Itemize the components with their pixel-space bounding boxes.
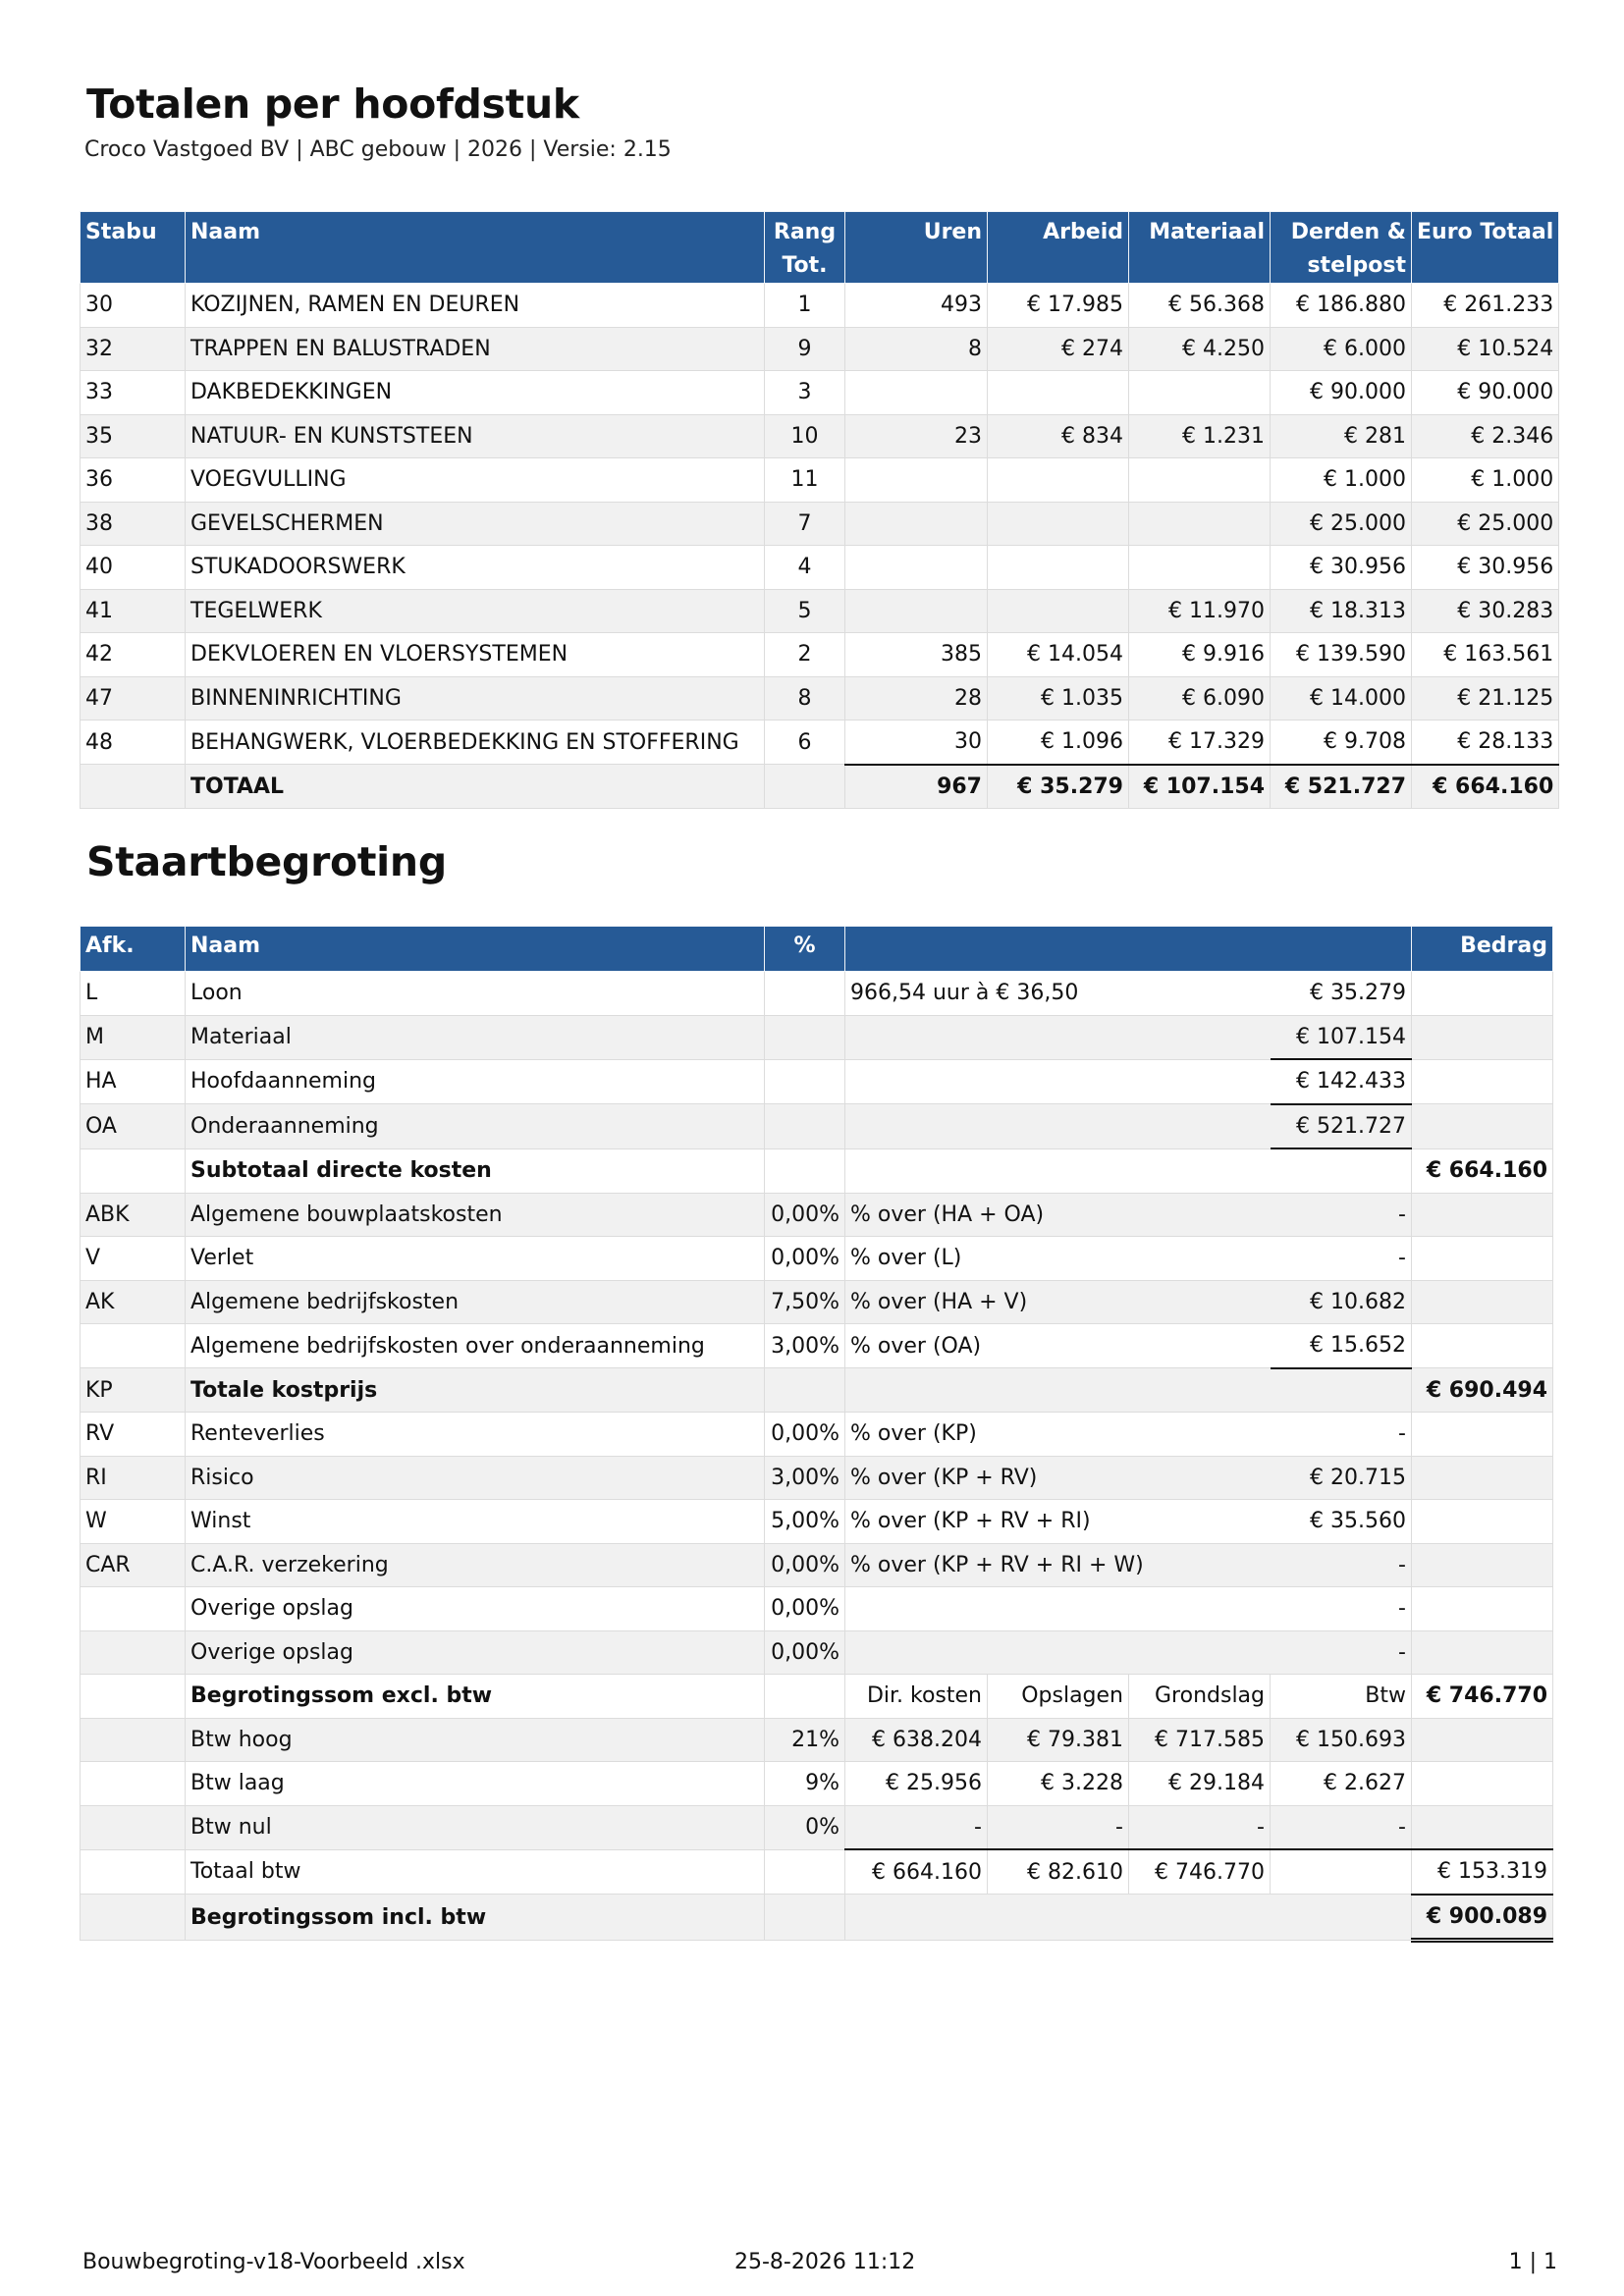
cell-description: % over (HA + OA) [845, 1193, 1271, 1237]
cell-stabu: 32 [81, 327, 186, 371]
cell-pct [765, 1148, 845, 1193]
cell-materiaal: € 11.970 [1129, 589, 1271, 633]
cell-amount: - [1271, 1193, 1412, 1237]
cell-pct: 0,00% [765, 1543, 845, 1587]
cell-afk: L [81, 972, 186, 1016]
cell-uren: 385 [845, 633, 988, 677]
cell-stabu: 38 [81, 502, 186, 546]
cell-totaal: € 261.233 [1412, 284, 1559, 328]
cell-arbeid: € 14.054 [988, 633, 1129, 677]
cell-bedrag [1412, 1237, 1553, 1281]
cell-materiaal: € 17.329 [1129, 721, 1271, 765]
table-row [81, 502, 1559, 546]
cell-stabu: 33 [81, 371, 186, 415]
table-row [81, 1193, 1553, 1237]
btw-total-bedrag: € 153.319 [1412, 1849, 1553, 1895]
cell-naam: Renteverlies [186, 1413, 765, 1457]
table-row [81, 546, 1559, 590]
cell-empty [765, 1675, 845, 1719]
table-header-row [81, 212, 1559, 284]
cell-naam: Onderaanneming [186, 1104, 765, 1149]
table-row [81, 1543, 1553, 1587]
col-header-rang: Rang Tot. [765, 212, 845, 284]
cell-naam: Risico [186, 1456, 765, 1500]
cell-pct [765, 972, 845, 1016]
grand-total-row [81, 1895, 1553, 1941]
cell-afk: OA [81, 1104, 186, 1149]
table-row [81, 1500, 1553, 1544]
cell-empty [81, 1849, 186, 1895]
btw-total-dir: € 664.160 [845, 1849, 988, 1895]
cell-totaal: € 163.561 [1412, 633, 1559, 677]
cell-stabu: 40 [81, 546, 186, 590]
cell-amount: - [1271, 1543, 1412, 1587]
cell-naam: Algemene bedrijfskosten [186, 1280, 765, 1324]
cell-amount: - [1271, 1630, 1412, 1675]
cell-pct: 3,00% [765, 1456, 845, 1500]
table-row [81, 1015, 1553, 1059]
cell-afk [81, 1630, 186, 1675]
cell-amount: - [1271, 1413, 1412, 1457]
page-title: Totalen per hoofdstuk [86, 80, 579, 128]
btw-row-ops: € 3.228 [988, 1762, 1129, 1806]
btw-row-grond: € 717.585 [1129, 1718, 1271, 1762]
col-header-materiaal: Materiaal [1129, 212, 1271, 284]
cell-naam: STUKADOORSWERK [186, 546, 765, 590]
cell-uren [845, 502, 988, 546]
cell-naam: Overige opslag [186, 1587, 765, 1631]
cell-materiaal: € 1.231 [1129, 414, 1271, 458]
cell-derden: € 30.956 [1271, 546, 1412, 590]
cell-totaal: € 10.524 [1412, 327, 1559, 371]
table-row [81, 1587, 1553, 1631]
cell-naam: C.A.R. verzekering [186, 1543, 765, 1587]
cell-afk: W [81, 1500, 186, 1544]
cell-derden: € 6.000 [1271, 327, 1412, 371]
cell-pct [765, 1059, 845, 1104]
cell-rang: 7 [765, 502, 845, 546]
table-row [81, 1237, 1553, 1281]
cell-derden: € 90.000 [1271, 371, 1412, 415]
cell-afk: HA [81, 1059, 186, 1104]
btw-row-label: Btw laag [186, 1762, 765, 1806]
cell-materiaal [1129, 458, 1271, 503]
cell-description [845, 1015, 1271, 1059]
btw-col-btw: Btw [1271, 1675, 1412, 1719]
cell-naam: Hoofdaanneming [186, 1059, 765, 1104]
btw-row-label: Btw hoog [186, 1718, 765, 1762]
cell-naam: Winst [186, 1500, 765, 1544]
cell-naam: Loon [186, 972, 765, 1016]
cell-uren: 23 [845, 414, 988, 458]
cell-arbeid [988, 371, 1129, 415]
cell-bedrag [1412, 1015, 1553, 1059]
cell-afk [81, 1587, 186, 1631]
staartbegroting-table [80, 926, 1553, 1943]
cell-naam: TRAPPEN EN BALUSTRADEN [186, 327, 765, 371]
cell-pct: 3,00% [765, 1324, 845, 1368]
cell-naam: KOZIJNEN, RAMEN EN DEUREN [186, 284, 765, 328]
cell-stabu: 47 [81, 676, 186, 721]
cell-totaal: € 21.125 [1412, 676, 1559, 721]
cell-materiaal: € 6.090 [1129, 676, 1271, 721]
cell-bedrag [1412, 1413, 1553, 1457]
cell-description: 966,54 uur à € 36,50 [845, 972, 1271, 1016]
cell-derden: € 139.590 [1271, 633, 1412, 677]
cell-bedrag [1412, 1280, 1553, 1324]
cell-description [845, 1104, 1271, 1149]
cell-arbeid [988, 546, 1129, 590]
btw-row-btw: € 2.627 [1271, 1762, 1412, 1806]
table-row [81, 721, 1559, 765]
total-derden: € 521.727 [1271, 765, 1412, 809]
cell-bedrag [1412, 1630, 1553, 1675]
cell-rang: 3 [765, 371, 845, 415]
footer-filename: Bouwbegroting-v18-Voorbeeld .xlsx [82, 2250, 465, 2274]
btw-row-btw: - [1271, 1805, 1412, 1849]
cell-bedrag [1412, 1456, 1553, 1500]
btw-total-row [81, 1849, 1553, 1895]
total-uren: 967 [845, 765, 988, 809]
cell-pct [765, 1104, 845, 1149]
cell-amount: - [1271, 1587, 1412, 1631]
grand-total-bedrag: € 900.089 [1412, 1895, 1553, 1941]
cell-uren: 30 [845, 721, 988, 765]
btw-row-pct: 21% [765, 1718, 845, 1762]
cell-afk: CAR [81, 1543, 186, 1587]
table-row [81, 1280, 1553, 1324]
btw-row [81, 1805, 1553, 1849]
cell-empty [1412, 1762, 1553, 1806]
cell-totaal: € 2.346 [1412, 414, 1559, 458]
cell-uren: 8 [845, 327, 988, 371]
cell-pct: 0,00% [765, 1237, 845, 1281]
cell-bedrag: € 664.160 [1412, 1148, 1553, 1193]
cell-derden: € 9.708 [1271, 721, 1412, 765]
cell-naam: NATUUR- EN KUNSTSTEEN [186, 414, 765, 458]
btw-col-grond: Grondslag [1129, 1675, 1271, 1719]
cell-arbeid [988, 502, 1129, 546]
table-row [81, 1148, 1553, 1193]
btw-header-row [81, 1675, 1553, 1719]
total-label: TOTAAL [186, 765, 765, 809]
cell-empty [765, 1849, 845, 1895]
cell-rang: 2 [765, 633, 845, 677]
table-row [81, 676, 1559, 721]
btw-row-pct: 0% [765, 1805, 845, 1849]
col-header-pct: % [765, 927, 845, 972]
cell-bedrag [1412, 1193, 1553, 1237]
btw-row-grond: € 29.184 [1129, 1762, 1271, 1806]
cell-afk: KP [81, 1368, 186, 1413]
cell-derden: € 14.000 [1271, 676, 1412, 721]
table-row [81, 1413, 1553, 1457]
cell-derden: € 1.000 [1271, 458, 1412, 503]
cell-bedrag [1412, 1104, 1553, 1149]
btw-col-ops: Opslagen [988, 1675, 1129, 1719]
table-row [81, 284, 1559, 328]
btw-header-label: Begrotingssom excl. btw [186, 1675, 765, 1719]
col-header-afk: Afk. [81, 927, 186, 972]
cell-pct: 5,00% [765, 1500, 845, 1544]
cell-amount: € 521.727 [1271, 1104, 1412, 1149]
table-row [81, 589, 1559, 633]
cell-afk: AK [81, 1280, 186, 1324]
cell-uren [845, 589, 988, 633]
cell-rang: 4 [765, 546, 845, 590]
table-row [81, 327, 1559, 371]
btw-row-ops: - [988, 1805, 1129, 1849]
cell-arbeid: € 17.985 [988, 284, 1129, 328]
table-row [81, 1630, 1553, 1675]
cell-rang: 1 [765, 284, 845, 328]
cell-empty [81, 1675, 186, 1719]
cell-naam: DEKVLOEREN EN VLOERSYSTEMEN [186, 633, 765, 677]
cell-empty [81, 1805, 186, 1849]
total-row [81, 765, 1559, 809]
cell-description: % over (KP + RV + RI + W) [845, 1543, 1271, 1587]
cell-empty [1412, 1718, 1553, 1762]
table-row [81, 1456, 1553, 1500]
cell-materiaal [1129, 371, 1271, 415]
cell-description: % over (KP + RV + RI) [845, 1500, 1271, 1544]
cell-naam: Totale kostprijs [186, 1368, 765, 1413]
col-header-naam: Naam [186, 212, 765, 284]
cell-amount: € 35.560 [1271, 1500, 1412, 1544]
cell-bedrag [1412, 1500, 1553, 1544]
cell-materiaal: € 9.916 [1129, 633, 1271, 677]
btw-col-dir: Dir. kosten [845, 1675, 988, 1719]
cell-naam: GEVELSCHERMEN [186, 502, 765, 546]
cell-arbeid: € 1.096 [988, 721, 1129, 765]
col-header-naam: Naam [186, 927, 765, 972]
cell-totaal: € 28.133 [1412, 721, 1559, 765]
cell-empty [81, 1762, 186, 1806]
cell-amount: € 107.154 [1271, 1015, 1412, 1059]
table-row [81, 1368, 1553, 1413]
cell-description [845, 1587, 1271, 1631]
cell-description [845, 1148, 1271, 1193]
cell-description: % over (KP + RV) [845, 1456, 1271, 1500]
cell-derden: € 25.000 [1271, 502, 1412, 546]
cell-rang: 9 [765, 327, 845, 371]
cell-afk [81, 1148, 186, 1193]
cell-amount [1271, 1148, 1412, 1193]
cell-uren [845, 371, 988, 415]
cell-pct [765, 1015, 845, 1059]
cell-afk: RV [81, 1413, 186, 1457]
cell-bedrag [1412, 1324, 1553, 1368]
cell-derden: € 18.313 [1271, 589, 1412, 633]
cell-stabu: 36 [81, 458, 186, 503]
total-arbeid: € 35.279 [988, 765, 1129, 809]
col-header-arbeid: Arbeid [988, 212, 1129, 284]
cell-uren [845, 458, 988, 503]
btw-row [81, 1718, 1553, 1762]
btw-row [81, 1762, 1553, 1806]
btw-total-grond: € 746.770 [1129, 1849, 1271, 1895]
table-row [81, 1059, 1553, 1104]
cell-amount: € 20.715 [1271, 1456, 1412, 1500]
totals-per-chapter-table [80, 211, 1559, 809]
cell-totaal: € 90.000 [1412, 371, 1559, 415]
cell-bedrag [1412, 1587, 1553, 1631]
cell-naam: DAKBEDEKKINGEN [186, 371, 765, 415]
cell-stabu: 41 [81, 589, 186, 633]
cell-description: % over (KP) [845, 1413, 1271, 1457]
cell-rang: 6 [765, 721, 845, 765]
cell-uren: 28 [845, 676, 988, 721]
cell-pct: 0,00% [765, 1630, 845, 1675]
cell-pct: 0,00% [765, 1413, 845, 1457]
cell-bedrag [1412, 1543, 1553, 1587]
cell-amount: € 35.279 [1271, 972, 1412, 1016]
cell-totaal: € 1.000 [1412, 458, 1559, 503]
btw-row-pct: 9% [765, 1762, 845, 1806]
btw-row-label: Btw nul [186, 1805, 765, 1849]
cell-materiaal: € 56.368 [1129, 284, 1271, 328]
cell-uren: 493 [845, 284, 988, 328]
cell-description [845, 1059, 1271, 1104]
btw-total-label: Totaal btw [186, 1849, 765, 1895]
cell-stabu: 35 [81, 414, 186, 458]
cell-afk [81, 1324, 186, 1368]
btw-row-dir: € 25.956 [845, 1762, 988, 1806]
table-row [81, 414, 1559, 458]
cell-rang: 5 [765, 589, 845, 633]
cell-naam: TEGELWERK [186, 589, 765, 633]
cell-naam: BEHANGWERK, VLOERBEDEKKING EN STOFFERING [186, 721, 765, 765]
col-header-derden: Derden & stelpost [1271, 212, 1412, 284]
cell-arbeid [988, 589, 1129, 633]
cell-bedrag: € 690.494 [1412, 1368, 1553, 1413]
cell-totaal: € 30.283 [1412, 589, 1559, 633]
col-header-empty [845, 927, 1412, 972]
cell-afk: RI [81, 1456, 186, 1500]
cell-naam: Overige opslag [186, 1630, 765, 1675]
cell-naam: Algemene bouwplaatskosten [186, 1193, 765, 1237]
footer-page-number: 1 | 1 [1508, 2250, 1557, 2274]
btw-total-ops: € 82.610 [988, 1849, 1129, 1895]
footer-datetime: 25-8-2026 11:12 [734, 2250, 916, 2274]
cell-bedrag [1412, 1059, 1553, 1104]
page-subtitle: Croco Vastgoed BV | ABC gebouw | 2026 | Versie: 2.15 [84, 137, 672, 162]
cell-arbeid: € 834 [988, 414, 1129, 458]
cell-derden: € 281 [1271, 414, 1412, 458]
total-materiaal: € 107.154 [1129, 765, 1271, 809]
cell-afk: M [81, 1015, 186, 1059]
cell-empty [81, 765, 186, 809]
total-totaal: € 664.160 [1412, 765, 1559, 809]
cell-pct: 0,00% [765, 1587, 845, 1631]
btw-row-dir: € 638.204 [845, 1718, 988, 1762]
cell-afk: V [81, 1237, 186, 1281]
cell-materiaal [1129, 502, 1271, 546]
cell-pct: 7,50% [765, 1280, 845, 1324]
cell-description: % over (L) [845, 1237, 1271, 1281]
btw-row-dir: - [845, 1805, 988, 1849]
cell-empty [1271, 1849, 1412, 1895]
cell-rang: 8 [765, 676, 845, 721]
cell-naam: VOEGVULLING [186, 458, 765, 503]
cell-empty [81, 1895, 186, 1941]
cell-amount [1271, 1368, 1412, 1413]
table-row [81, 1104, 1553, 1149]
btw-row-grond: - [1129, 1805, 1271, 1849]
section-title-staartbegroting: Staartbegroting [86, 838, 447, 885]
grand-total-label: Begrotingssom incl. btw [186, 1895, 765, 1941]
cell-stabu: 48 [81, 721, 186, 765]
cell-naam: Materiaal [186, 1015, 765, 1059]
cell-bedrag [1412, 972, 1553, 1016]
cell-naam: Subtotaal directe kosten [186, 1148, 765, 1193]
cell-uren [845, 546, 988, 590]
cell-totaal: € 30.956 [1412, 546, 1559, 590]
cell-empty [845, 1895, 1412, 1941]
table-row [81, 633, 1559, 677]
col-header-bedrag: Bedrag [1412, 927, 1553, 972]
cell-amount: - [1271, 1237, 1412, 1281]
cell-description: % over (OA) [845, 1324, 1271, 1368]
cell-stabu: 42 [81, 633, 186, 677]
cell-naam: BINNENINRICHTING [186, 676, 765, 721]
cell-description [845, 1368, 1271, 1413]
cell-amount: € 15.652 [1271, 1324, 1412, 1368]
cell-naam: Verlet [186, 1237, 765, 1281]
cell-empty [765, 765, 845, 809]
col-header-totaal: Euro Totaal [1412, 212, 1559, 284]
cell-afk: ABK [81, 1193, 186, 1237]
cell-materiaal [1129, 546, 1271, 590]
cell-amount: € 10.682 [1271, 1280, 1412, 1324]
cell-naam: Algemene bedrijfskosten over onderaanneming [186, 1324, 765, 1368]
cell-materiaal: € 4.250 [1129, 327, 1271, 371]
cell-totaal: € 25.000 [1412, 502, 1559, 546]
cell-arbeid [988, 458, 1129, 503]
cell-empty [1412, 1805, 1553, 1849]
cell-description: % over (HA + V) [845, 1280, 1271, 1324]
btw-header-bedrag: € 746.770 [1412, 1675, 1553, 1719]
cell-empty [81, 1718, 186, 1762]
table-row [81, 371, 1559, 415]
cell-arbeid: € 274 [988, 327, 1129, 371]
table-row [81, 972, 1553, 1016]
cell-amount: € 142.433 [1271, 1059, 1412, 1104]
table-row [81, 1324, 1553, 1368]
table-header-row [81, 927, 1553, 972]
cell-description [845, 1630, 1271, 1675]
btw-row-btw: € 150.693 [1271, 1718, 1412, 1762]
cell-arbeid: € 1.035 [988, 676, 1129, 721]
cell-stabu: 30 [81, 284, 186, 328]
cell-derden: € 186.880 [1271, 284, 1412, 328]
col-header-uren: Uren [845, 212, 988, 284]
cell-empty [765, 1895, 845, 1941]
btw-row-ops: € 79.381 [988, 1718, 1129, 1762]
cell-pct: 0,00% [765, 1193, 845, 1237]
col-header-stabu: Stabu [81, 212, 186, 284]
cell-rang: 11 [765, 458, 845, 503]
table-row [81, 458, 1559, 503]
cell-rang: 10 [765, 414, 845, 458]
cell-pct [765, 1368, 845, 1413]
